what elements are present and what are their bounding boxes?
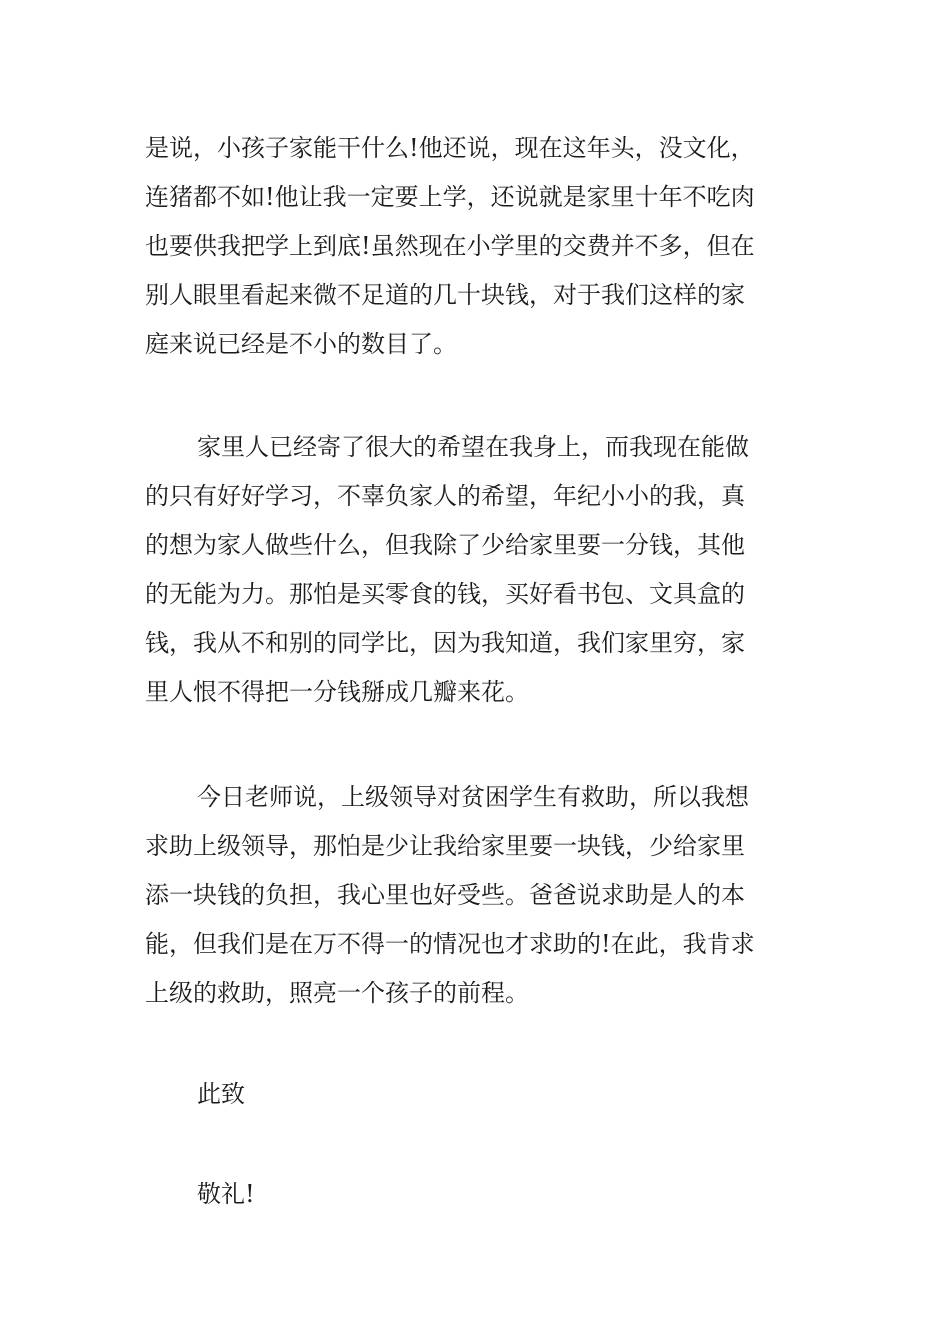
- paragraph-line: 里人恨不得把一分钱掰成几瓣来花。: [145, 678, 529, 706]
- paragraph-2: [145, 423, 810, 717]
- paragraph-line: 是说，小孩子家能干什么!他还说，现在这年头，没文化，: [145, 134, 755, 162]
- salutation-text: 此致: [197, 1080, 245, 1108]
- paragraph-line: 的想为家人做些什么，但我除了少给家里要一分钱，其他: [145, 531, 745, 559]
- paragraph-line: 连猪都不如!他让我一定要上学，还说就是家里十年不吃肉: [145, 183, 755, 211]
- paragraph-line: 求助上级领导，那怕是少让我给家里要一块钱，少给家里: [145, 832, 745, 860]
- paragraph-1: [145, 124, 810, 369]
- paragraph-line: 的只有好好学习，不辜负家人的希望，年纪小小的我，真: [145, 482, 745, 510]
- paragraph-line: 的无能为力。那怕是买零食的钱，买好看书包、文具盒的: [145, 580, 745, 608]
- paragraph-line: 上级的救助，照亮一个孩子的前程。: [145, 979, 529, 1007]
- paragraph-line: 钱，我从不和别的同学比，因为我知道，我们家里穷，家: [145, 629, 745, 657]
- paragraph-line: 庭来说已经是不小的数目了。: [145, 330, 457, 358]
- paragraph-line: 能，但我们是在万不得一的情况也才求助的!在此，我肯求: [145, 930, 755, 958]
- paragraph-3: [145, 773, 810, 1018]
- closing-respect: [145, 1170, 810, 1219]
- paragraph-line: 也要供我把学上到底!虽然现在小学里的交费并不多，但在: [145, 232, 755, 260]
- paragraph-line: 添一块钱的负担，我心里也好受些。爸爸说求助是人的本: [145, 881, 745, 909]
- closing-salutation: [145, 1070, 810, 1119]
- respect-text: 敬礼!: [197, 1180, 255, 1208]
- paragraph-line: 今日老师说，上级领导对贫困学生有救助，所以我想: [197, 783, 749, 811]
- paragraph-line: 别人眼里看起来微不足道的几十块钱，对于我们这样的家: [145, 281, 745, 309]
- paragraph-line: 家里人已经寄了很大的希望在我身上，而我现在能做: [197, 433, 749, 461]
